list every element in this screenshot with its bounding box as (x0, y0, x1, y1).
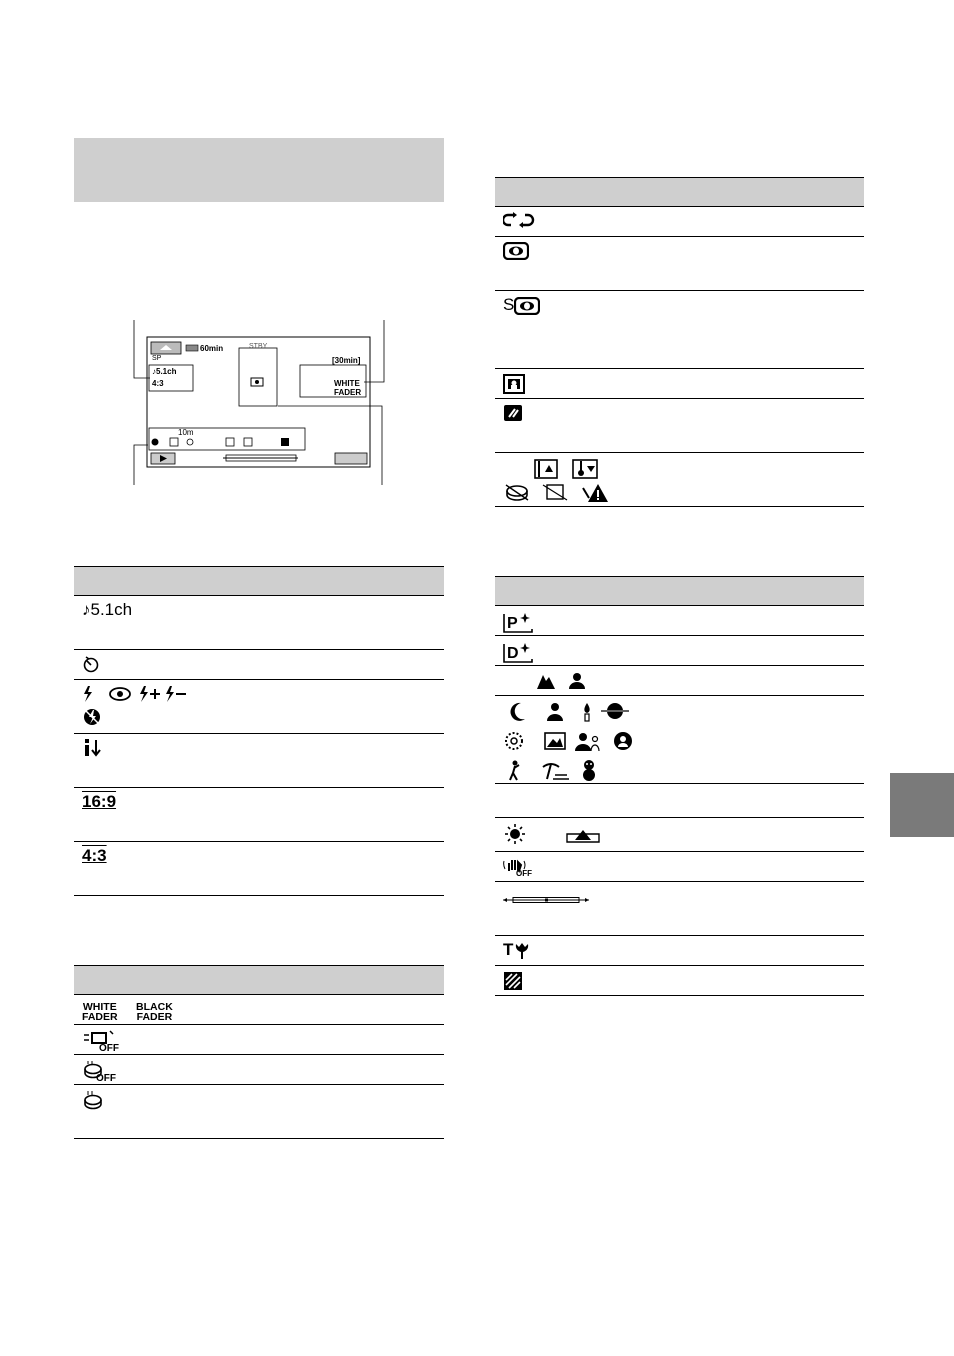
table-row (495, 936, 864, 966)
table-row (495, 818, 864, 852)
table-row (495, 207, 864, 237)
svg-text:D: D (507, 645, 519, 662)
tele-macro-icon: T (503, 941, 531, 960)
table-row (495, 852, 864, 882)
table-header (495, 177, 864, 207)
demo-mode-icon (503, 212, 535, 230)
aspect-4-3-icon: 4:3 (82, 846, 107, 865)
table-row (74, 596, 444, 650)
program-ae-d-icon (503, 641, 533, 663)
exposure-bar-icon (503, 892, 593, 908)
surround-5-1ch-icon: ♪5.1ch (82, 600, 133, 619)
steadyshot-off-icon (503, 857, 537, 877)
svg-text:OFF: OFF (516, 869, 532, 877)
table-header (74, 566, 444, 596)
table-row (495, 966, 864, 996)
table-row (74, 650, 444, 680)
table-row (495, 696, 864, 784)
table-row (495, 636, 864, 666)
lcd-battery-text: 60min (200, 344, 224, 353)
table-header (495, 576, 864, 606)
left-table-1 (74, 566, 444, 896)
section-header-bar (74, 138, 444, 202)
lcd-white-fader-2: FADER (334, 388, 362, 397)
hdd-icon (82, 1090, 106, 1110)
backlight-icon (503, 374, 525, 394)
svg-text:OFF: OFF (99, 1043, 119, 1052)
wide-16-9-icon: 16:9 (82, 792, 117, 811)
table-row (74, 842, 444, 896)
table-row (74, 1085, 444, 1139)
table-row (74, 995, 444, 1025)
right-table-2 (495, 576, 864, 996)
self-timer-icon (82, 655, 100, 673)
lcd-aspect-text: 4:3 (152, 379, 164, 388)
lcd-audio-text: ♪5.1ch (152, 367, 177, 376)
table-row (495, 666, 864, 696)
hdd-off-icon (82, 1060, 122, 1082)
table-row (74, 680, 444, 734)
side-index-tab (890, 773, 954, 837)
left-table-2 (74, 965, 444, 1139)
scene-selection-icons (503, 701, 643, 783)
night-shot-icon (503, 404, 523, 422)
table-row (495, 784, 864, 818)
fader-icons (82, 1002, 187, 1024)
table-row (74, 788, 444, 842)
warning-icons (503, 458, 643, 504)
lcd-remaining-text: [30min] (332, 356, 361, 365)
lcd-quality-text: SP (152, 355, 162, 362)
table-row (495, 369, 864, 399)
flash-icons (82, 685, 202, 727)
lcd-stby-text: STBY (249, 343, 268, 350)
table-row (495, 453, 864, 507)
scene-landscape-portrait-icons (503, 671, 593, 691)
lcd-timer-text: 10m (178, 428, 194, 437)
table-row (495, 399, 864, 453)
white-fader-label: WHITE FADER (82, 1001, 118, 1023)
smile-shutter-icon: S (503, 296, 540, 315)
table-row (495, 237, 864, 291)
white-balance-icons (503, 824, 613, 844)
table-header (74, 965, 444, 995)
face-detection-icon (503, 242, 529, 260)
mic-level-low-icon (82, 739, 104, 757)
svg-text:P: P (507, 615, 518, 632)
black-fader-label: BLACK FADER (136, 1001, 173, 1023)
lcd-white-fader-1: WHITE (334, 379, 360, 388)
table-row (495, 291, 864, 369)
table-row (74, 1025, 444, 1055)
program-ae-p-icon (503, 611, 533, 633)
table-row (495, 882, 864, 936)
right-table-1 (495, 177, 864, 507)
table-row (74, 734, 444, 788)
table-row (495, 606, 864, 636)
table-row (74, 1055, 444, 1085)
zebra-icon (503, 971, 523, 991)
lcd-diagram (130, 320, 390, 485)
lcd-backlight-off-icon (82, 1030, 122, 1052)
svg-text:OFF: OFF (96, 1073, 116, 1082)
